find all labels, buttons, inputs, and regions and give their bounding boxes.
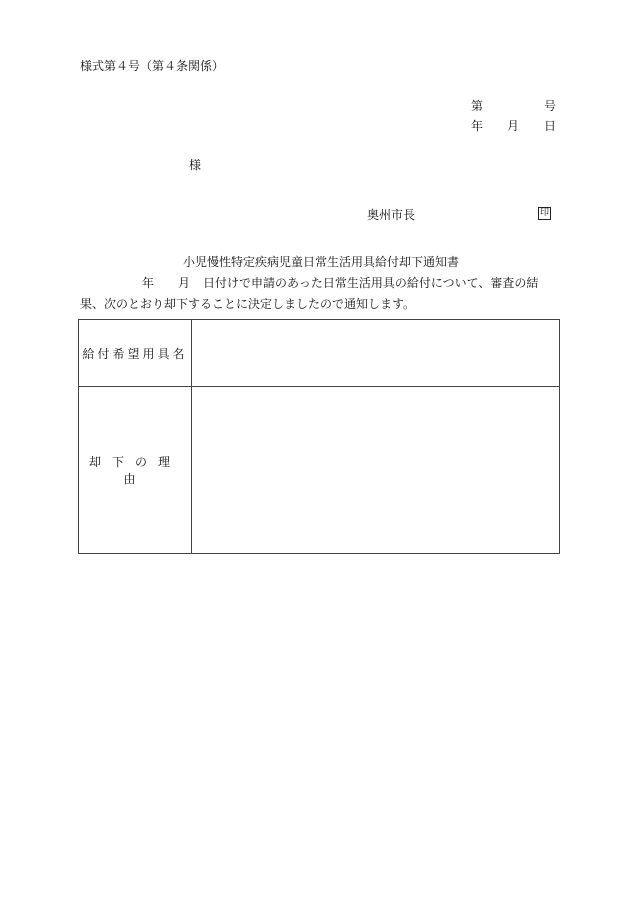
document-number-suffix: 号 bbox=[544, 99, 557, 113]
table-row-rejection-reason bbox=[79, 387, 560, 554]
form-table bbox=[78, 319, 560, 554]
body-month-label: 月 bbox=[178, 276, 191, 290]
date-day-label: 日 bbox=[544, 119, 557, 133]
item-name-label: 給付希望用具名 bbox=[79, 320, 192, 387]
seal-mark: 印 bbox=[539, 208, 549, 218]
recipient-honorific: 様 bbox=[189, 158, 202, 172]
rejection-reason-label: 却下の理由 bbox=[79, 387, 192, 554]
document-title: 小児慢性特定疾病児童日常生活用具給付却下通知書 bbox=[183, 255, 460, 269]
body-line-2: 果、次のとおり却下することに決定しましたので通知します。 bbox=[80, 297, 416, 311]
document-number-prefix: 第 bbox=[471, 99, 484, 113]
table-row-item-name bbox=[79, 320, 560, 387]
body-text-line-1: 日付けで申請のあった日常生活用具の給付について、審査の結 bbox=[203, 276, 539, 290]
item-name-value bbox=[192, 320, 560, 387]
rejection-reason-value bbox=[192, 387, 560, 554]
date-year-label: 年 bbox=[471, 119, 484, 133]
body-year-label: 年 bbox=[142, 276, 155, 290]
form-number: 様式第４号（第４条関係） bbox=[80, 59, 225, 73]
date-month-label: 月 bbox=[507, 119, 520, 133]
sender-name: 奥州市長 bbox=[367, 208, 416, 222]
